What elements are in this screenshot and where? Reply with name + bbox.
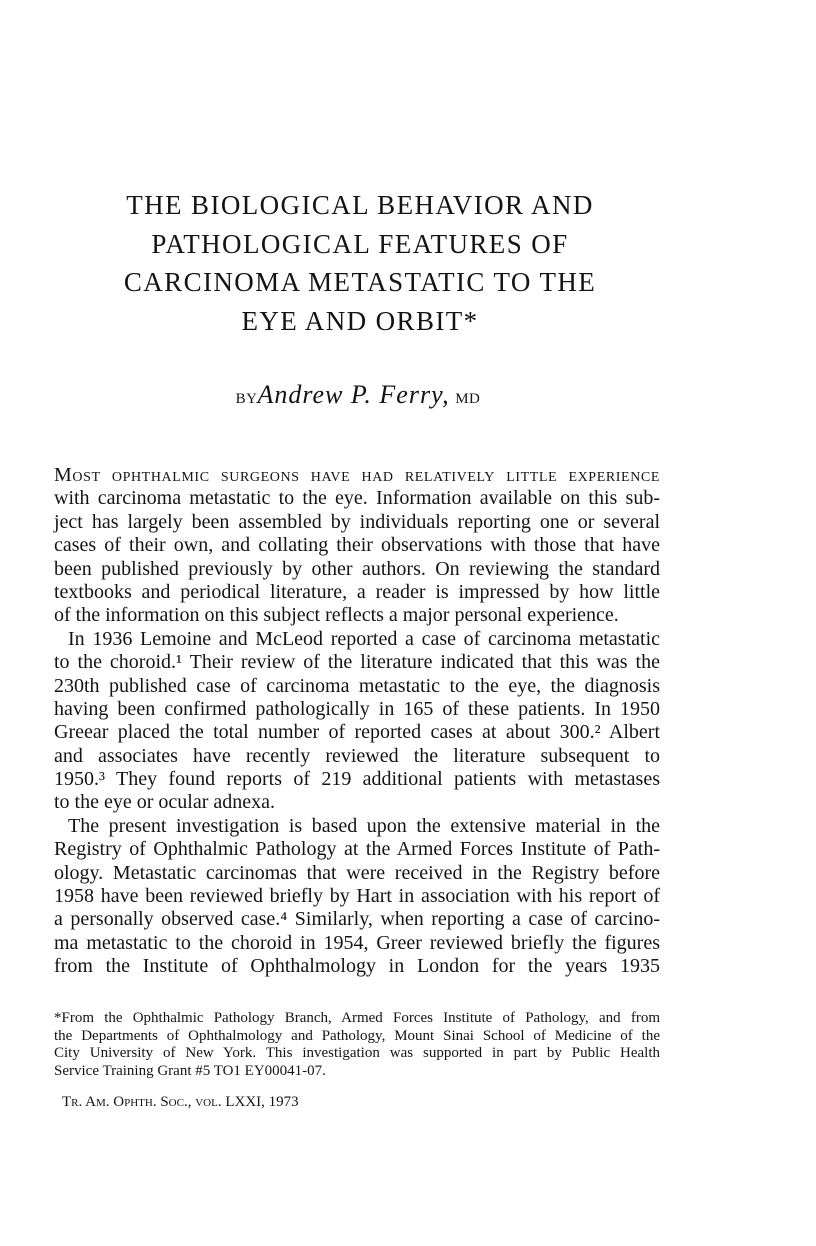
journal-citation: Tr. Am. Ophth. Soc., vol. LXXI, 1973 xyxy=(62,1094,299,1110)
byline-by: BY xyxy=(235,391,258,407)
paragraph-1-line: textbooks and periodical literature, a reader is impressed by how little xyxy=(54,580,660,603)
paragraph-2-line: Greear placed the total number of reported cases at about 300.² Albert xyxy=(54,721,660,744)
paragraph-2-line: to the eye or ocular adnexa. xyxy=(54,791,276,814)
paragraph-3-line: ology. Metastatic carcinomas that were received in the Registry before xyxy=(54,861,660,884)
title-line-2: PATHOLOGICAL FEATURES OF xyxy=(151,228,569,259)
paragraph-1-lead-in: Most ophthalmic surgeons have had relatively little experience xyxy=(54,464,660,486)
paragraph-1-line: of the information on this subject reflects a major personal experience. xyxy=(54,604,619,627)
footnote xyxy=(54,1010,660,1080)
author-name: Andrew P. Ferry, xyxy=(257,380,450,409)
title-line-1: THE BIOLOGICAL BEHAVIOR AND xyxy=(126,190,594,220)
paragraph-2-line: In 1936 Lemoine and McLeod reported a case of carcinoma metastatic xyxy=(68,627,660,650)
title-line-4: EYE AND ORBIT* xyxy=(241,305,479,336)
footnote-line: Service Training Grant #5 TO1 EY00041-07. xyxy=(54,1062,326,1079)
footnote-line: the Departments of Ophthalmology and Pathology, Mount Sinai School of Medicine of the xyxy=(54,1027,660,1044)
author-degree: MD xyxy=(455,391,481,407)
paragraph-3-line: ma metastatic to the choroid in 1954, Greer reviewed briefly the figures xyxy=(54,931,660,954)
paragraph-1-line: ject has largely been assembled by individuals reporting one or several xyxy=(54,510,660,533)
paragraph-1-line: cases of their own, and collating their observations with those that have xyxy=(54,534,660,557)
paragraph-3-line: Registry of Ophthalmic Pathology at the Armed Forces Institute of Path- xyxy=(54,838,660,861)
paragraph-2-line: 230th published case of carcinoma metastatic to the eye, the diagnosis xyxy=(54,674,660,697)
paragraph-1-line: with carcinoma metastatic to the eye. Information available on this sub- xyxy=(54,487,660,510)
paragraph-3-line: The present investigation is based upon the extensive material in the xyxy=(68,814,660,837)
paragraph-2-line: to the choroid.¹ Their review of the literature indicated that this was the xyxy=(54,651,660,674)
footnote-line: City University of New York. This investigation was supported in part by Public Health xyxy=(54,1045,660,1061)
paragraph-3-line: 1958 have been reviewed briefly by Hart in association with his report of xyxy=(54,885,660,908)
paragraph-2-line: and associates have recently reviewed the literature subsequent to xyxy=(54,744,660,767)
paragraph-3-line: from the Institute of Ophthalmology in London for the years 1935 xyxy=(54,955,660,978)
paragraph-2-line: having been confirmed pathologically in 165 of these patients. In 1950 xyxy=(54,697,660,720)
paragraph-2-line: 1950.³ They found reports of 219 additional patients with metastases xyxy=(54,768,660,791)
paragraph-3-line: a personally observed case.⁴ Similarly, when reporting a case of carcino- xyxy=(54,908,660,931)
byline xyxy=(0,380,716,410)
paragraph-1-line: been published previously by other authors. On reviewing the standard xyxy=(54,557,660,580)
footnote-line: *From the Ophthalmic Pathology Branch, Armed Forces Institute of Pathology, and from xyxy=(54,1010,660,1026)
title-line-3: CARCINOMA METASTATIC TO THE xyxy=(123,267,597,297)
body-text xyxy=(54,464,660,979)
article-title xyxy=(60,186,660,340)
